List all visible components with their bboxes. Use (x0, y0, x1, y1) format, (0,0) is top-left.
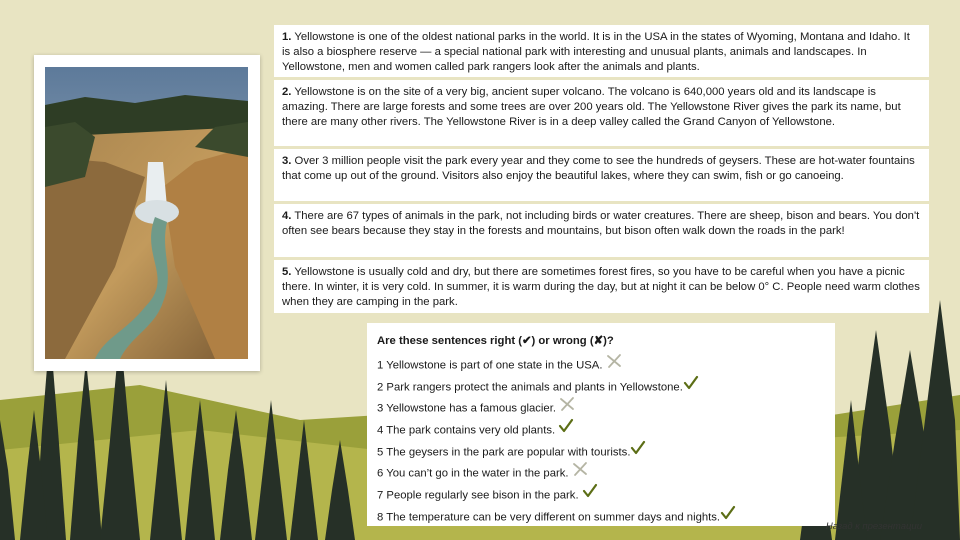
quiz-item-text: 8 The temperature can be very different on summer days and nights. (377, 511, 721, 524)
paragraph-number: 4. (282, 210, 292, 222)
quiz-title: Are these sentences right (✔) or wrong (✘)? (377, 335, 614, 347)
quiz-item-text: 6 You can’t go in the water in the park. (377, 467, 569, 480)
photo-frame (34, 55, 260, 371)
quiz-item (377, 461, 825, 483)
quiz-item-text: 5 The geysers in the park are popular with tourists. (377, 446, 631, 459)
paragraph-text: Yellowstone is one of the oldest national parks in the world. It is in the USA in the states of Wyoming, Montana and Idaho. It is also a biosphere reserve — a special national park with interesting and unusual plants, animals and landscapes. In Yellowstone, men and women called park rangers look after the animals and plants. (282, 31, 910, 73)
quiz-item (377, 353, 825, 375)
paragraph-number: 2. (282, 86, 292, 98)
paragraph-5 (274, 260, 929, 313)
quiz-item (377, 418, 825, 440)
paragraph-text: Yellowstone is usually cold and dry, but there are sometimes forest fires, so you have to be careful when you have a picnic there. In winter, it is very cold. In summer, it is warm during the day, but at night it can be below 0° C. People need warm clothes when they are camping in the park. (282, 266, 920, 308)
paragraph-number: 5. (282, 266, 292, 278)
quiz-list (377, 353, 825, 527)
quiz-item (377, 375, 825, 397)
paragraph-text: Over 3 million people visit the park every year and they come to see the hundreds of geysers. These are hot-water fountains that come up out of the ground. Visitors also enjoy the beautiful lakes, where they can swim, fish or go canoeing. (282, 155, 915, 182)
paragraph-number: 3. (282, 155, 292, 167)
quiz-item-text: 2 Park rangers protect the animals and plants in Yellowstone. (377, 381, 683, 394)
quiz-item-text: 3 Yellowstone has a famous glacier. (377, 402, 556, 415)
paragraph-3 (274, 149, 929, 201)
yellowstone-canyon-photo (45, 67, 248, 359)
back-to-presentation-link[interactable]: Назад к презентации (825, 521, 922, 532)
quiz-item (377, 483, 825, 505)
quiz-box (367, 323, 835, 526)
check-mark-icon (720, 505, 736, 530)
paragraph-text: Yellowstone is on the site of a very big, ancient super volcano. The volcano is 640,000 years old and its landscape is amazing. There are large forests and some trees are over 200 years old. The Yellowstone River gives the park its name, but there are many other rivers. The Yellowstone River is in a deep valley called the Grand Canyon of Yellowstone. (282, 86, 901, 128)
paragraph-text: There are 67 types of animals in the park, not including birds or water creatures. There are sheep, bison and bears. You don't often see bears because they stay in the forests and mountains, but bison often walk down the roads in the park! (282, 210, 920, 237)
paragraph-4 (274, 204, 929, 257)
quiz-item-text: 4 The park contains very old plants. (377, 424, 556, 437)
paragraph-1 (274, 25, 929, 77)
quiz-item-text: 1 Yellowstone is part of one state in the USA. (377, 359, 603, 372)
quiz-item-text: 7 People regularly see bison in the park. (377, 489, 579, 502)
quiz-item (377, 505, 825, 527)
quiz-item (377, 440, 825, 462)
paragraph-number: 1. (282, 31, 292, 43)
quiz-item (377, 396, 825, 418)
paragraph-2 (274, 80, 929, 146)
